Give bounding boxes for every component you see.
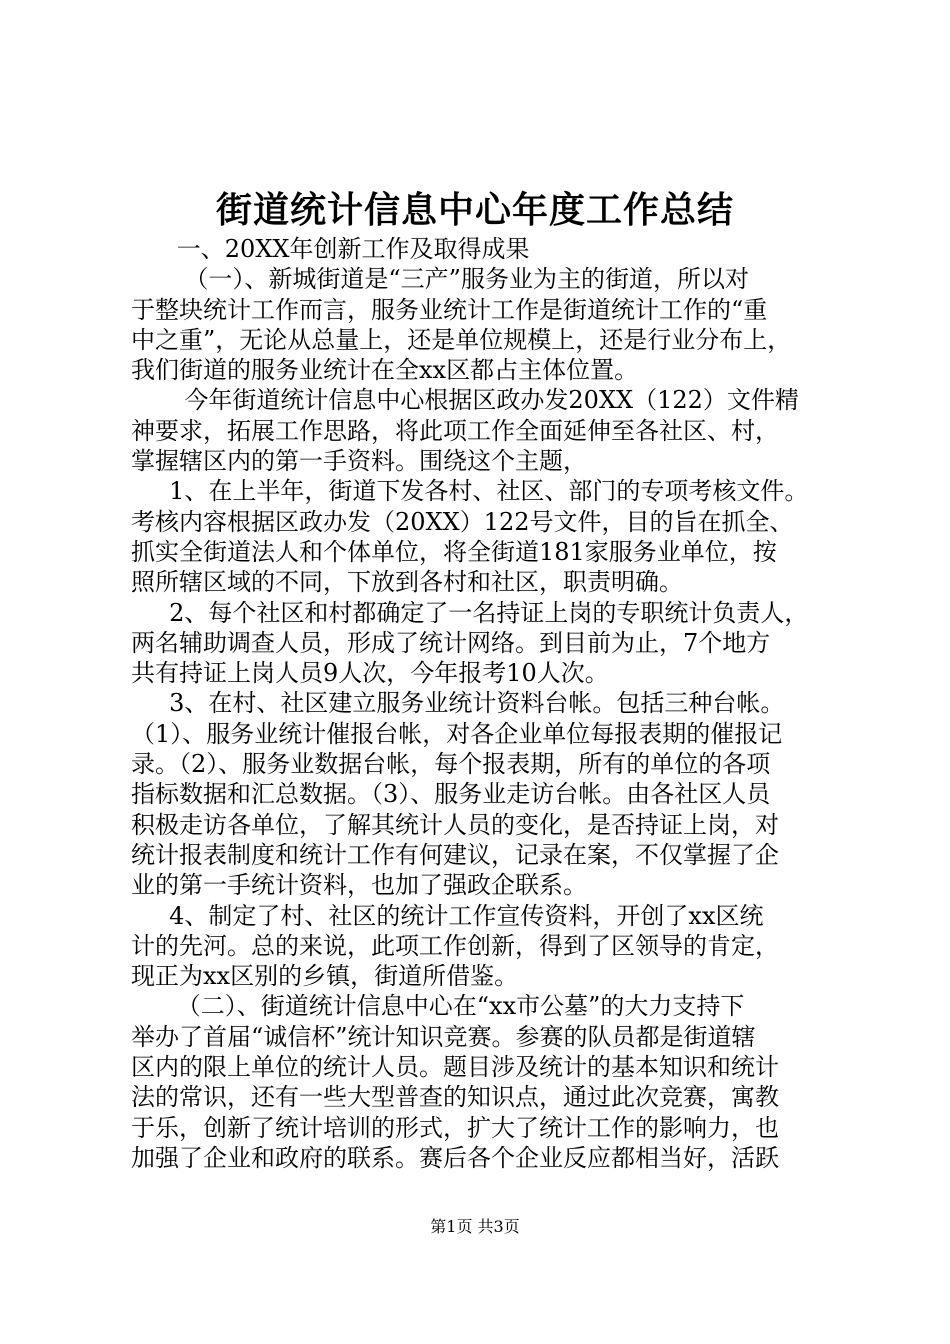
body-line: 两名辅助调查人员，形成了统计网络。到目前为止，7个地方 [131,628,771,657]
body-line: 1、在上半年，街道下发各村、社区、部门的专项考核文件。 [131,477,809,506]
body-line: 计的先河。总的来说，此项工作创新，得到了区领导的肯定， [131,931,779,960]
body-line: 指标数据和汇总数据。（3）、服务业走访台帐。由各社区人员 [131,780,771,809]
body-line: 业的第一手统计资料，也加了强政企联系。 [131,871,587,900]
body-line: 积极走访各单位，了解其统计人员的变化，是否持证上岗，对 [131,810,779,839]
body-line: 2、每个社区和村都确定了一名持证上岗的专职统计负责人， [131,598,809,627]
body-line: 我们街道的服务业统计在全xx区都占主体位置。 [131,356,639,385]
body-line: 于整块统计工作而言，服务业统计工作是街道统计工作的“重 [131,295,768,324]
body-line: 举办了首届“诚信杯”统计知识竞赛。参赛的队员都是街道辖 [131,1022,756,1051]
body-line: 一、20XX年创新工作及取得成果 [131,235,530,263]
body-line: 于乐，创新了统计培训的形式，扩大了统计工作的影响力，也 [131,1113,779,1142]
body-line: 3、在村、社区建立服务业统计资料台帐。包括三种台帐。 [131,689,785,718]
body-line: （1）、服务业统计催报台帐，对各企业单位每报表期的催报记 [131,719,783,748]
body-line: 共有持证上岗人员9人次，今年报考10人次。 [131,659,609,688]
body-line: （一）、新城街道是“三产”服务业为主的街道，所以对 [131,265,749,294]
document-body [131,234,831,1173]
body-line: 区内的限上单位的统计人员。题目涉及统计的基本知识和统计 [131,1053,779,1082]
body-line: 考核内容根据区政办发（20XX）122号文件，目的旨在抓全、 [131,507,794,536]
body-line: 今年街道统计信息中心根据区政办发20XX（122）文件精 [131,386,799,415]
body-line: 4、制定了村、社区的统计工作宣传资料，开创了xx区统 [131,901,764,930]
page-footer: 第1页 共3页 [430,1217,520,1236]
body-line: （二）、街道统计信息中心在“xx市公墓”的大力支持下 [131,992,745,1021]
body-line: 法的常识，还有一些大型普查的知识点，通过此次竞赛，寓教 [131,1083,779,1112]
body-line: 现正为xx区别的乡镇，街道所借鉴。 [131,962,519,991]
body-line: 统计报表制度和统计工作有何建议，记录在案，不仅掌握了企 [131,840,779,869]
body-line: 中之重”，无论从总量上，还是单位规模上，还是行业分布上， [131,325,792,354]
body-line: 神要求，拓展工作思路，将此项工作全面延伸至各社区、村， [131,416,779,445]
body-line: 录。（2）、服务业数据台帐，每个报表期，所有的单位的各项 [131,750,771,779]
body-line: 加强了企业和政府的联系。赛后各个企业反应都相当好，活跃 [131,1143,779,1172]
document-title: 街道统计信息中心年度工作总结 [215,189,734,231]
body-line: 抓实全街道法人和个体单位，将全街道181家服务业单位，按 [131,537,777,566]
body-line: 掌握辖区内的第一手资料。围绕这个主题， [131,447,587,476]
body-line: 照所辖区域的不同，下放到各村和社区，职责明确。 [131,568,683,597]
